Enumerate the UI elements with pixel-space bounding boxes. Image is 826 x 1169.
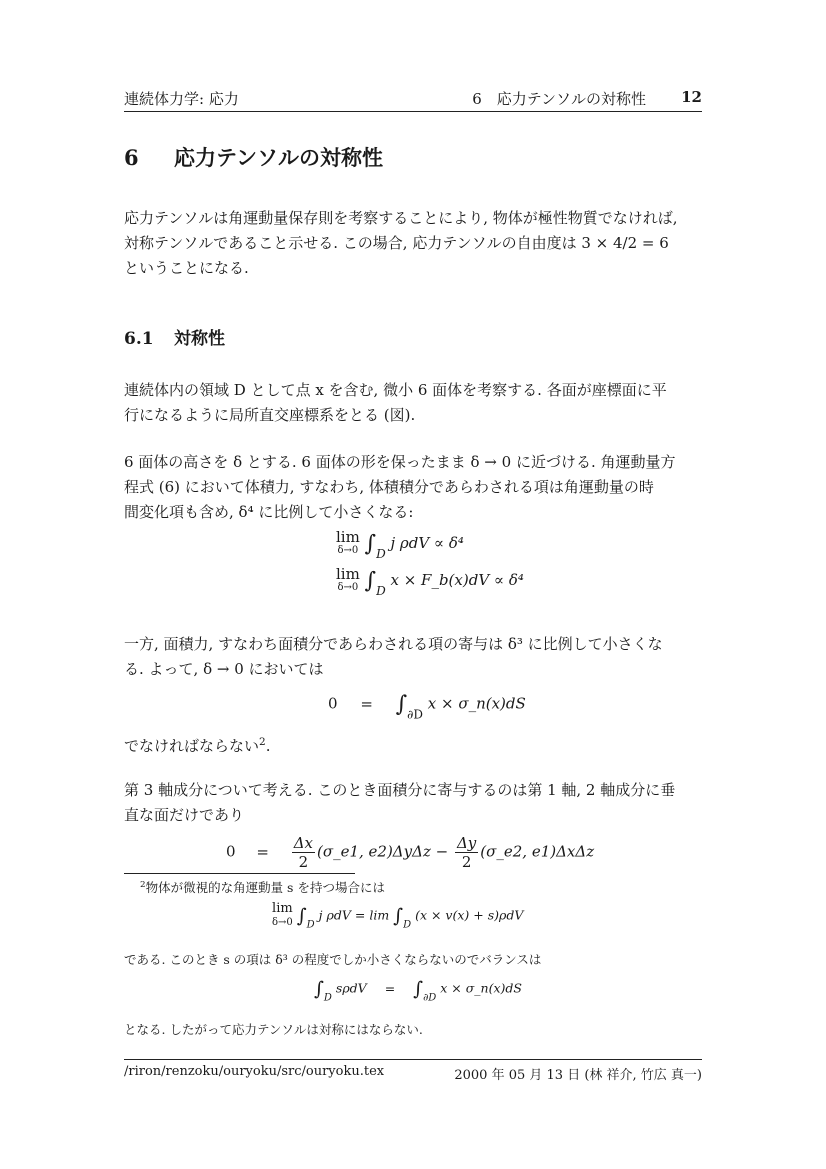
equation-limit-1 [336, 530, 464, 561]
integral-domain: ∂D [407, 707, 423, 722]
paragraph-surface-force [124, 632, 702, 682]
subsection-number: 6.1 [124, 329, 154, 349]
text-line: 程式 (6) において体積力, すなわち, 体積積分であらわされる項は角運動量の時 [124, 478, 654, 496]
subsection-title: 対称性 [174, 329, 225, 349]
section-title: 応力テンソルの対称性 [174, 145, 383, 170]
text-line: 連続体内の領域 D として点 x を含む, 微小 6 面体を考察する. 各面が座標面に平 [124, 381, 667, 399]
fraction: $\frac{\Delta x}{2}$ [293, 834, 313, 871]
footer-path: /riron/renzoku/ouryoku/src/ouryoku.tex [124, 1064, 385, 1079]
footnote-mark: 2 [140, 879, 146, 890]
limit-operator: lim δ→0 [336, 565, 360, 593]
header-rule [124, 111, 702, 112]
limit-operator: lim δ→0 [336, 528, 360, 556]
paragraph-third-axis [124, 778, 702, 828]
text-line: 行になるように局所直交座標系をとる (図). [124, 406, 416, 424]
paragraph-conclusion: でなければならない$^2$. [124, 736, 271, 755]
equation-limit-2 [336, 567, 524, 598]
footnote-ref: 2 [259, 736, 266, 748]
equation-term: (σ_e2, e1)ΔxΔz [480, 842, 595, 861]
section-number: 6 [124, 145, 139, 170]
text-line: る. よって, δ → 0 においては [124, 660, 324, 678]
paragraph-domain [124, 378, 702, 428]
header-section: 6 応力テンソルの対称性 [472, 90, 646, 108]
header-title: 連続体力学: 応力 [124, 90, 239, 108]
footer-rule [124, 1059, 702, 1060]
footnote-equation-1: lim δ→0 $\int_D$ j $\rho dV = \lim \int_D$ (x × v(x) + s)ρdV [272, 901, 524, 931]
text-line: ということになる. [124, 259, 249, 277]
footnote-line-2: である. このとき s の項は δ³ の程度でしか小さくならないのでバランスは [124, 952, 542, 967]
text-line: でなければならない [124, 737, 260, 755]
equation-expression: x × F_b(x)dV ∝ δ⁴ [390, 571, 524, 589]
fraction: $\frac{\Delta y}{2}$ [456, 834, 477, 871]
footer-date: 2000 年 05 月 13 日 (林 祥介, 竹広 真一) [454, 1068, 702, 1083]
integral-sign: ∫ [395, 692, 408, 717]
intro-paragraph [124, 206, 702, 281]
paragraph-volume-force [124, 450, 702, 525]
text-line: 第 3 軸成分について考える. このとき面積分に寄与するのは第 1 軸, 2 軸成分に垂 [124, 781, 676, 799]
running-header [124, 88, 702, 110]
text-line: 一方, 面積力, すなわち面積分であらわされる項の寄与は δ³ に比例して小さくな [124, 635, 663, 653]
page-number: 12 [681, 88, 702, 106]
subsection-heading [124, 324, 225, 349]
integral-sign: ∫ [364, 568, 377, 594]
text-line: 6 面体の高さを δ とする. 6 面体の形を保ったまま δ → 0 に近づける. 角運動量方 [124, 453, 676, 471]
equation-expression: x × σ_n(x)dS [427, 694, 526, 713]
text-line: 直な面だけであり [124, 806, 245, 824]
footnote-line-1: $^2$物体が微視的な角運動量 s を持つ場合には [140, 879, 385, 895]
text-line: 応力テンソルは角運動量保存則を考察することにより, 物体が極性物質でなければ, [124, 209, 678, 227]
footnote-equation-2: $\int_D$ $s\rho dV = \int_{\partial D}$ x × σ_n(x)dS [314, 978, 522, 1004]
text-line: 間変化項も含め, δ⁴ に比例して小さくなる: [124, 503, 414, 521]
text-line: 対称テンソルであること示せる. この場合, 応力テンソルの自由度は 3 × 4/2 = 6 [124, 234, 669, 252]
section-heading [124, 142, 383, 172]
integral-domain: D [376, 584, 386, 598]
footnote-rule [124, 873, 355, 874]
integral-sign: ∫ [364, 531, 377, 557]
footnote-line-3: となる. したがって応力テンソルは対称にはならない. [124, 1022, 423, 1037]
equation-expression: j ρdV ∝ δ⁴ [390, 534, 464, 552]
equation-third-axis: 0 = $\frac{\Delta x}{2}$ (σ_e1, e2)ΔyΔz − $\frac{\Delta y}{2}$ (σ_e2, e1)ΔxΔz [226, 834, 595, 871]
integral-domain: D [376, 547, 386, 561]
equation-term: (σ_e1, e2)ΔyΔz − [316, 842, 449, 861]
equation-balance: $0 = \int_{\partial D}$ x × σ_n(x)dS [328, 692, 526, 722]
